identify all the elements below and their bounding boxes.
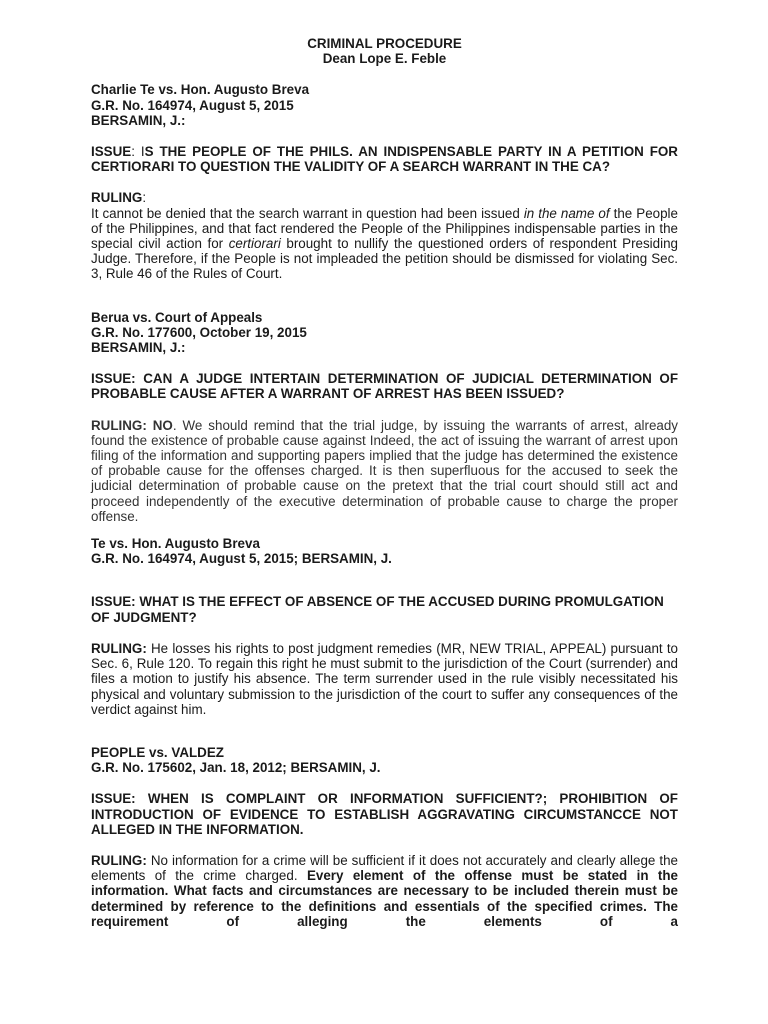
case-1-ruling-colon: : bbox=[142, 190, 147, 206]
case-3-gr: G.R. No. 164974, August 5, 2015; BERSAMIN, J. bbox=[91, 551, 392, 567]
case-3-issue: ISSUE: WHAT IS THE EFFECT OF ABSENCE OF THE ACCUSED DURING PROMULGATION OF JUDGMENT? bbox=[91, 594, 664, 625]
case-1-ruling-italic1: in the name of bbox=[523, 205, 610, 221]
case-3-ruling-text: He losses his rights to post judgment remedies (MR, NEW TRIAL, APPEAL) pursuant to Sec. 6, Rule 120. To regain this right he must submit to the jurisdiction of the Court (surrender) and files a motion to justify his absence. The term surrender used in the rule visibly necessitated his physical and voluntary submission to the jurisdiction of the court to suffer any consequences of the verdict against him. bbox=[91, 640, 678, 717]
case-1-ruling-label: RULING bbox=[91, 190, 143, 206]
case-1-ruling-italic2: certiorari bbox=[228, 236, 281, 252]
case-1-ponente: BERSAMIN, J.: bbox=[91, 112, 186, 128]
case-2-ponente: BERSAMIN, J.: bbox=[91, 340, 186, 356]
case-4-gr: G.R. No. 175602, Jan. 18, 2012; BERSAMIN, J. bbox=[91, 760, 381, 776]
case-1-issue-first: I bbox=[140, 144, 145, 160]
case-1-ruling-heading bbox=[91, 190, 678, 205]
document-subtitle: Dean Lope E. Feble bbox=[322, 51, 447, 67]
case-2-ruling-text: . We should remind that the trial judge, by issuing the warrants of arrest, already found the existence of probable cause against Indeed, the act of issuing the warrant of arrest upon filing of the information and supporting papers implied that the judge has determined the existence of probable cause for the offenses charged. It is then superfluous for the accused to seek the judicial determination of probable cause on the pretext that the trial court should still act and proceed independently of the executive determination of probable cause to charge the proper offense. bbox=[91, 417, 678, 524]
case-1-issue-text: S THE PEOPLE OF THE PHILS. AN INDISPENSABLE PARTY IN A PETITION FOR CERTIORARI TO QUESTION THE VALIDITY OF A SEARCH WARRANT IN THE CA? bbox=[91, 144, 678, 175]
case-4-ruling bbox=[91, 853, 678, 929]
case-1-issue-sep: : bbox=[131, 144, 141, 160]
document-page bbox=[91, 36, 678, 929]
document-title: CRIMINAL PROCEDURE bbox=[307, 36, 462, 51]
case-1-gr: G.R. No. 164974, August 5, 2015 bbox=[91, 97, 294, 113]
case-2-gr: G.R. No. 177600, October 19, 2015 bbox=[91, 324, 307, 340]
case-1-name: Charlie Te vs. Hon. Augusto Breva bbox=[91, 82, 310, 98]
case-3-ruling bbox=[91, 641, 678, 717]
case-1-ruling bbox=[91, 206, 678, 282]
case-1-ruling-part2: the People of the Philippines, and that fact rendered the People of the Philippines indispensable parties in the special civil action for bbox=[91, 205, 678, 252]
case-4-ruling-label: RULING: bbox=[91, 852, 147, 868]
case-2-ruling bbox=[91, 418, 678, 524]
case-4-ruling-text: No information for a crime will be sufficient if it does not accurately and clearly allege the elements of the crime charged. bbox=[91, 852, 678, 884]
case-1-ruling-part3: brought to nullify the questioned orders of respondent Presiding Judge. Therefore, if the People is not impleaded the petition should be dismissed for violating Sec. 3, Rule 46 of the Rules of Court. bbox=[91, 236, 678, 282]
case-2-name: Berua vs. Court of Appeals bbox=[91, 309, 263, 325]
case-1-issue bbox=[91, 144, 678, 174]
case-4-ruling-bold: Every element of the offense must be stated in the information. What facts and circumstances are necessary to be included therein must be determined by reference to the definitions and essentials of the specified crimes. The requirement of alleging the elements of a bbox=[91, 868, 679, 929]
case-1-issue-label: ISSUE bbox=[91, 144, 132, 160]
case-4-name: PEOPLE vs. VALDEZ bbox=[91, 744, 224, 760]
case-1-ruling-part1: It cannot be denied that the search warrant in question had been issued bbox=[91, 205, 524, 221]
case-3-name: Te vs. Hon. Augusto Breva bbox=[91, 536, 260, 552]
case-4-issue: ISSUE: WHEN IS COMPLAINT OR INFORMATION SUFFICIENT?; PROHIBITION OF INTRODUCTION OF EVIDENCE TO ESTABLISH AGGRAVATING CIRCUMSTANCCE NOT ALLEGED IN THE INFORMATION. bbox=[91, 791, 678, 837]
case-3-ruling-label: RULING: bbox=[91, 640, 147, 656]
case-2-ruling-label: RULING: NO bbox=[91, 417, 173, 433]
case-2-issue: ISSUE: CAN A JUDGE INTERTAIN DETERMINATION OF JUDICIAL DETERMINATION OF PROBABLE CAUSE AFTER A WARRANT OF ARREST HAS BEEN ISSUED? bbox=[91, 371, 678, 402]
